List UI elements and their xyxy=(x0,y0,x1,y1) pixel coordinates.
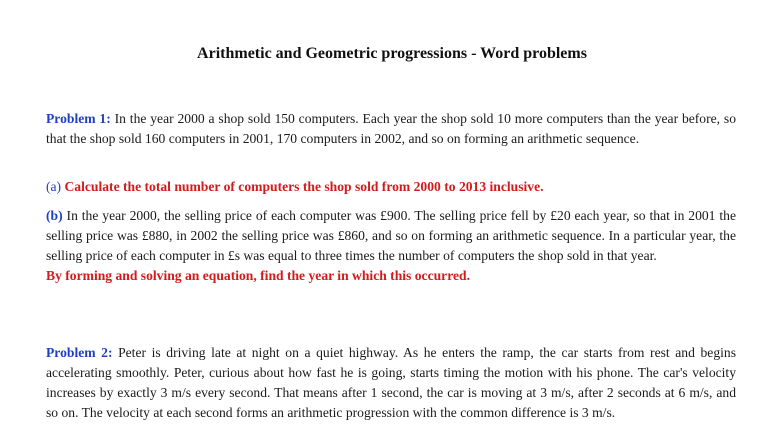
problem1-statement xyxy=(46,109,736,149)
problem1-part-b xyxy=(46,206,736,286)
problem2-text: Peter is driving late at night on a quiet highway. As he enters the ramp, the car starts from rest and begins accelerating smoothly. Peter, curious about how fast he is going, starts timing the motion with his phone. The car's velocity increases by exactly 3 m/s every second. That means after 1 second, the car is moving at 3 m/s, after 2 seconds at 6 m/s, and so on. The velocity at each second forms an arithmetic progression with the common difference is 3 m/s. xyxy=(46,345,736,420)
part-a-text: Calculate the total number of computers the shop sold from 2000 to 2013 inclusive. xyxy=(61,179,544,194)
part-b-text: In the year 2000, the selling price of each computer was £900. The selling price fell by £20 each year, so that in 2001 the selling price was £880, in 2002 the selling price was £860, and so on forming an arithmetic sequence. In a particular year, the selling price of each computer in £s was equal to three times the number of computers the shop sold in that year. xyxy=(46,208,736,263)
part-b-task: By forming and solving an equation, find the year in which this occurred. xyxy=(46,268,470,283)
problem1-part-a xyxy=(46,177,736,197)
problem1-text: In the year 2000 a shop sold 150 computers. Each year the shop sold 10 more computers than the year before, so that the shop sold 160 computers in 2001, 170 computers in 2002, and so on forming an arithmetic sequence. xyxy=(46,111,736,146)
part-a-label: (a) xyxy=(46,179,62,194)
problem2-statement xyxy=(46,343,736,423)
problem2-label: Problem 2: xyxy=(46,345,113,360)
page-title: Arithmetic and Geometric progressions - Word problems xyxy=(197,45,587,62)
part-b-label: (b) xyxy=(46,208,63,223)
problem1-label: Problem 1: xyxy=(46,111,111,126)
